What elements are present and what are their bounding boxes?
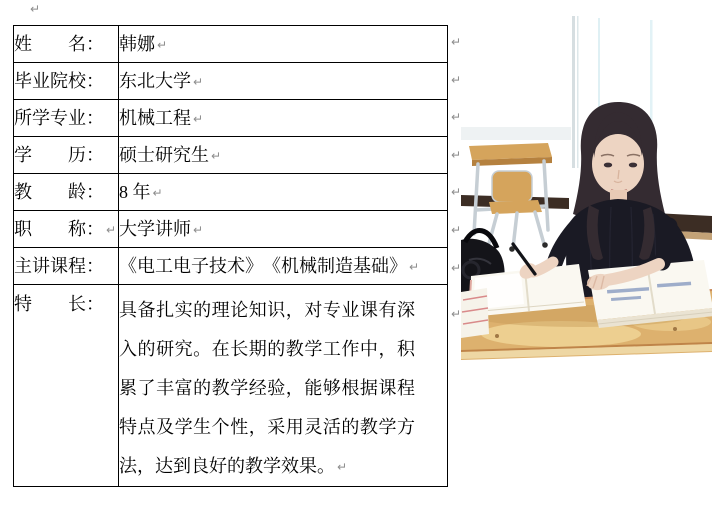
paragraph-mark: ↵	[451, 261, 462, 275]
paragraph-mark: ↵	[211, 149, 222, 163]
row-value-cell	[119, 285, 448, 487]
paragraph-mark: ↵	[193, 223, 204, 237]
row-value-cell	[119, 174, 448, 211]
teacher-photo	[461, 0, 712, 363]
row-value: 8 年	[119, 182, 151, 202]
label-text: 毕业院校：	[14, 71, 104, 91]
row-value: 具备扎实的理论知识，对专业课有深入的研究。在长期的教学工作中，积累了丰富的教学经验，能够根据课程特点及学生个性，采用灵活的教学方法，达到良好的教学效果。	[119, 299, 415, 476]
row-label	[14, 100, 119, 137]
label-text: 学 历：	[14, 145, 104, 165]
label-text: 教 龄：	[14, 182, 104, 202]
row-value: 东北大学	[119, 71, 191, 91]
paragraph-mark: ↵	[193, 112, 204, 126]
paragraph-mark: ↵	[451, 185, 462, 199]
paragraph-mark: ↵	[193, 75, 204, 89]
row-label	[14, 211, 119, 248]
teacher-photo-illustration	[461, 0, 712, 363]
table-row-school	[14, 63, 448, 100]
row-label	[14, 26, 119, 63]
paragraph-mark: ↵	[451, 110, 462, 124]
row-value: 韩娜	[119, 34, 155, 54]
paragraph-mark: ↵	[451, 148, 462, 162]
paragraph-mark: ↵	[152, 186, 163, 200]
table-row-major	[14, 100, 448, 137]
table-row-title	[14, 211, 448, 248]
label-text: 职 称：	[14, 219, 104, 239]
table-row-courses	[14, 248, 448, 285]
paragraph-mark: ↵	[451, 307, 462, 321]
row-label	[14, 174, 119, 211]
row-value-cell	[119, 137, 448, 174]
paragraph-mark: ↵	[30, 2, 41, 16]
table-row-teaching-years	[14, 174, 448, 211]
row-value-cell	[119, 211, 448, 248]
row-value-cell	[119, 63, 448, 100]
row-label	[14, 285, 119, 487]
label-text: 所学专业：	[14, 108, 104, 128]
row-value: 大学讲师	[119, 219, 191, 239]
strengths-paragraph	[119, 286, 415, 486]
paragraph-mark: ↵	[337, 459, 348, 474]
row-label	[14, 63, 119, 100]
table-row-strengths	[14, 285, 448, 487]
paragraph-mark: ↵	[157, 38, 168, 52]
row-value: 《电工电子技术》 《机械制造基础》	[119, 256, 407, 276]
row-value-cell	[119, 100, 448, 137]
row-value-cell	[119, 26, 448, 63]
row-value-cell	[119, 248, 448, 285]
paragraph-mark: ↵	[409, 260, 420, 274]
teacher-profile-table	[13, 25, 448, 487]
table-row-degree	[14, 137, 448, 174]
row-label	[14, 248, 119, 285]
label-text: 姓 名：	[14, 34, 104, 54]
row-label	[14, 137, 119, 174]
label-text: 主讲课程：	[14, 256, 104, 276]
paragraph-mark: ↵	[451, 73, 462, 87]
table-row-name	[14, 26, 448, 63]
paragraph-mark: ↵	[451, 35, 462, 49]
label-text: 特 长：	[14, 294, 104, 314]
paragraph-mark: ↵	[106, 223, 117, 237]
paragraph-mark: ↵	[451, 223, 462, 237]
row-value: 硕士研究生	[119, 145, 209, 165]
row-value: 机械工程	[119, 108, 191, 128]
